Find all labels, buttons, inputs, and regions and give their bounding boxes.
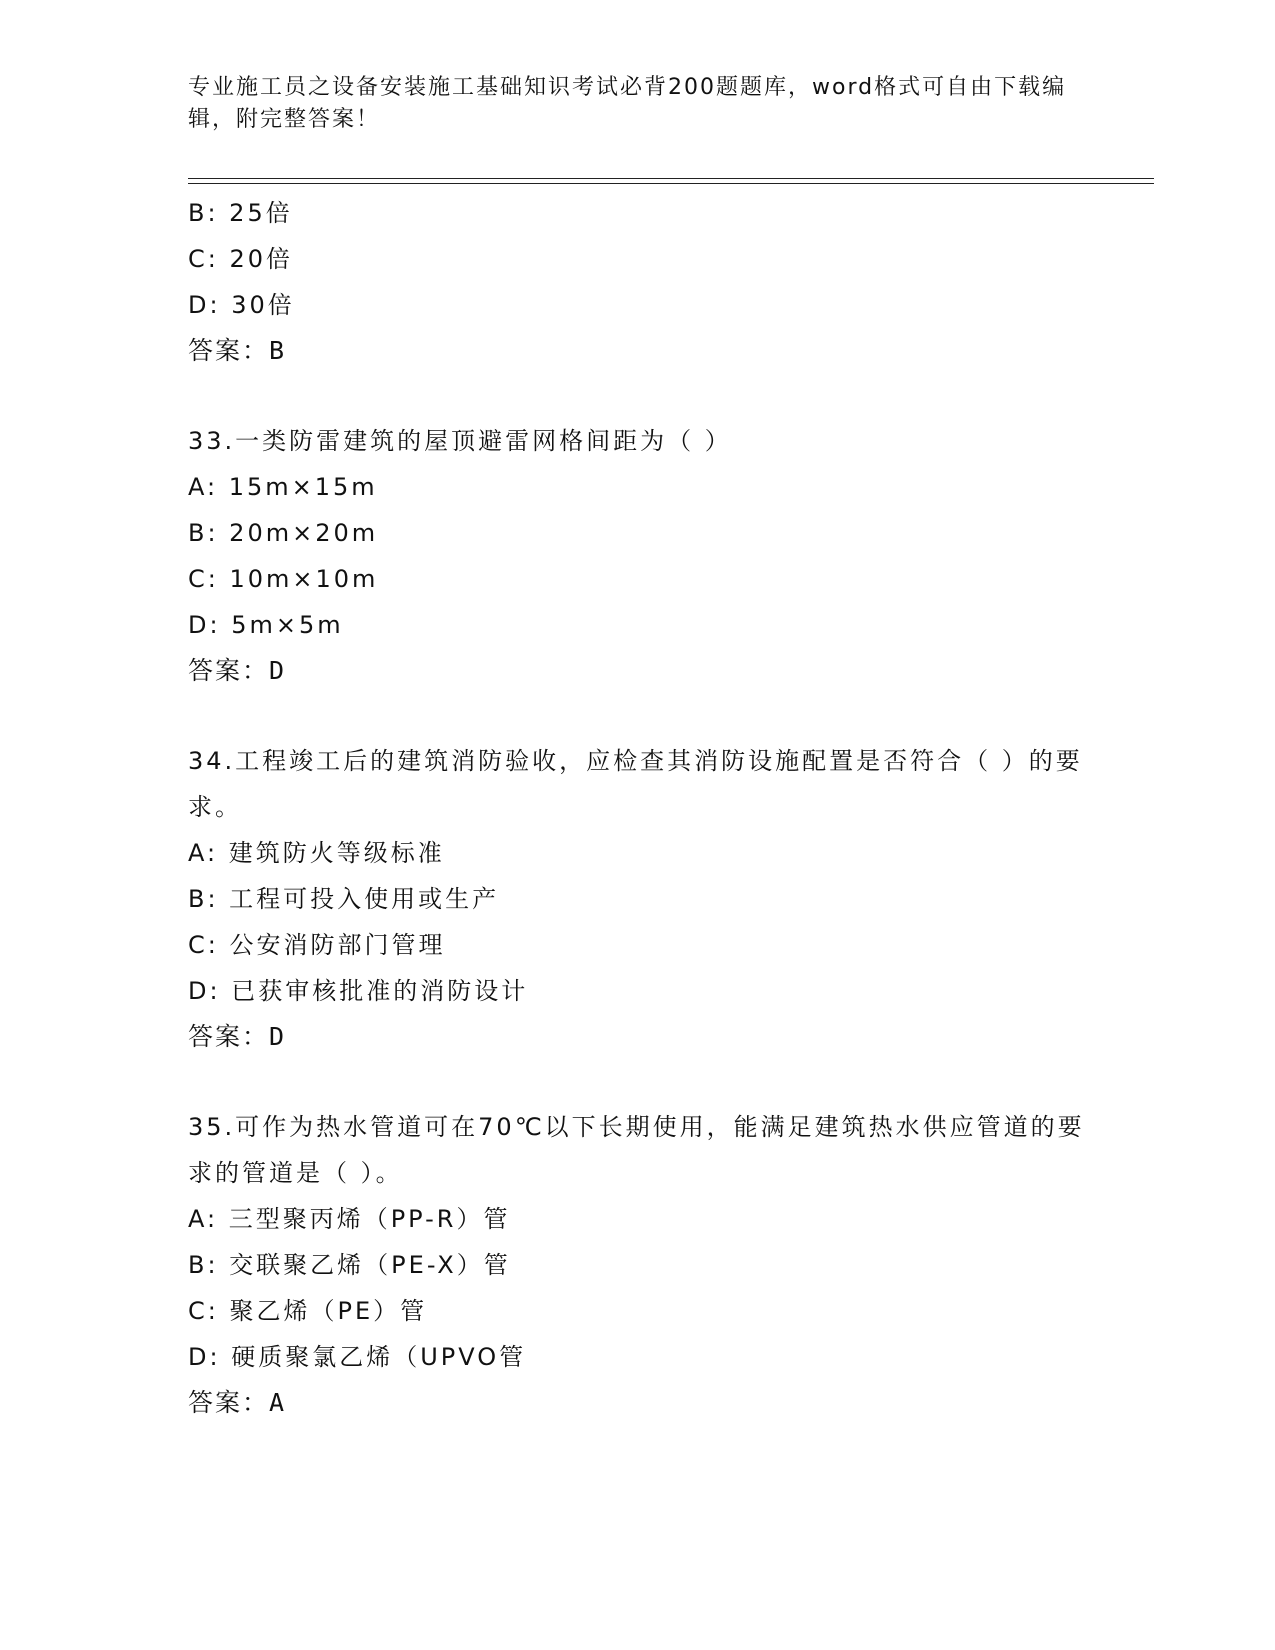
document-header: 专业施工员之设备安装施工基础知识考试必背200题题库，word格式可自由下载编辑，附完整答案！ <box>188 75 1067 132</box>
option-a: A: 建筑防火等级标准 <box>188 839 445 867</box>
question-stem: 34.工程竣工后的建筑消防验收，应检查其消防设施配置是否符合（ ）的要求。 <box>188 747 1083 821</box>
option-c: C: 聚乙烯（PE）管 <box>188 1297 428 1325</box>
answer-line <box>188 1380 1088 1426</box>
option-a: A: 15m×15m <box>188 473 378 501</box>
answer-label: 答案： <box>188 1388 270 1417</box>
question-33 <box>188 418 1088 694</box>
option-c: C: 10m×10m <box>188 565 379 593</box>
answer-line <box>188 1014 1088 1060</box>
answer-line <box>188 648 1088 694</box>
option-d: D: 硬质聚氯乙烯（UPVO管 <box>188 1343 527 1371</box>
answer-label: 答案： <box>188 336 270 365</box>
question-34 <box>188 738 1088 1060</box>
answer-line <box>188 328 1088 374</box>
answer-value: A <box>269 1388 287 1417</box>
option-a: A: 三型聚丙烯（PP-R）管 <box>188 1205 511 1233</box>
option-d: D: 已获审核批准的消防设计 <box>188 977 529 1005</box>
question-stem: 33.一类防雷建筑的屋顶避雷网格间距为（ ） <box>188 427 732 455</box>
question-35 <box>188 1104 1088 1426</box>
answer-label: 答案： <box>188 1022 270 1051</box>
option-d: D: 5m×5m <box>188 611 344 639</box>
option-c: C: 公安消防部门管理 <box>188 931 446 959</box>
question-stem: 35.可作为热水管道可在70℃以下长期使用，能满足建筑热水供应管道的要求的管道是（ ）。 <box>188 1113 1085 1187</box>
option-d: D: 30倍 <box>188 291 295 319</box>
option-c: C: 20倍 <box>188 245 294 273</box>
option-b: B: 20m×20m <box>188 519 379 547</box>
answer-value: D <box>269 656 287 685</box>
question-continued <box>188 190 1088 374</box>
option-b: B: 25倍 <box>188 199 293 227</box>
question-list <box>188 190 1088 1426</box>
answer-label: 答案： <box>188 656 270 685</box>
option-b: B: 工程可投入使用或生产 <box>188 885 500 913</box>
answer-value: D <box>269 1022 287 1051</box>
option-b: B: 交联聚乙烯（PE-X）管 <box>188 1251 511 1279</box>
answer-value: B <box>269 336 287 365</box>
header-divider-top <box>188 178 1154 179</box>
header-divider-bottom <box>188 183 1154 184</box>
